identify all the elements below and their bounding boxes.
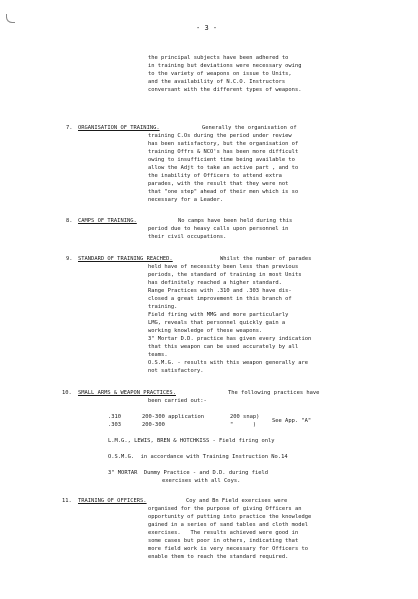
intro-line: in training but deviations were necessary owing	[148, 63, 302, 69]
practice-line: O.S.M.G. in accordance with Training Instruction No.14	[108, 454, 288, 460]
section-line: not satisfactory.	[148, 368, 204, 374]
section-line: the inability of Officers to attend extra	[148, 173, 282, 179]
intro-line: and the availability of N.C.O. Instructors	[148, 79, 286, 85]
section-line: Range Practices with .310 and .303 have dis-	[148, 288, 292, 294]
section-line: that this weapon can be used accurately by all	[148, 344, 299, 350]
section-line: O.S.M.G. - results with this weapon generally are	[148, 360, 309, 366]
section-line: teams.	[148, 352, 168, 358]
intro-line: the principal subjects have been adhered to	[148, 55, 289, 61]
punch-hole-mark	[6, 14, 15, 23]
practice-line: exercises with all Coys.	[162, 478, 241, 484]
section-number: 8.	[66, 218, 73, 224]
section-line: that "one step" ahead of their men which is so	[148, 189, 299, 195]
section-line: some cases but poor in others, indicating that	[148, 538, 299, 544]
section-number: 7.	[66, 125, 73, 131]
intro-line: to the variety of weapons on issue to Units,	[148, 71, 292, 77]
section-line: period due to heavy calls upon personnel in	[148, 226, 289, 232]
section-heading: TRAINING OF OFFICERS.	[78, 498, 147, 504]
section-line: their civil occupations.	[148, 234, 227, 240]
section-line: periods, the standard of training in most Units	[148, 272, 302, 278]
section-line: training C.Os during the period under review	[148, 133, 292, 139]
section-line: working knowledge of these weapons.	[148, 328, 263, 334]
section-line: exercises. The results achieved were good in	[148, 530, 299, 536]
section-number: 10.	[62, 390, 72, 396]
rifle-extra: 200 snap)	[230, 414, 260, 420]
rifle-calibre: .303	[108, 422, 122, 428]
section-line: 3" Mortar D.D. practice has given every indication	[148, 336, 312, 342]
section-first-line: No camps have been held during this	[178, 218, 293, 224]
section-first-line: Coy and Bn Field exercises were	[186, 498, 288, 504]
section-line: necessary for a Leader.	[148, 197, 224, 203]
section-line: training.	[148, 304, 178, 310]
section-line: closed a great improvement in this branch of	[148, 296, 292, 302]
section-heading: SMALL ARMS & WEAPON PRACTICES.	[78, 390, 176, 396]
section-line: has definitely reached a higher standard.	[148, 280, 282, 286]
intro-line: conversant with the different types of weapons.	[148, 87, 302, 93]
section-line: enable them to reach the standard required.	[148, 554, 289, 560]
rifle-range: 200-300 application	[142, 414, 205, 420]
practice-line: 3" MORTAR Dummy Practice - and D.D. during field	[108, 470, 269, 476]
section-first-line: Whilst the number of parades	[220, 256, 312, 262]
section-line: Field firing with MMG and more particularly	[148, 312, 289, 318]
section-line: has been satisfactory, but the organisation of	[148, 141, 299, 147]
section-heading: STANDARD OF TRAINING REACHED.	[78, 256, 173, 262]
section-line: training Offrs & NCO's has been more difficult	[148, 149, 299, 155]
rifle-range: 200-300	[142, 422, 165, 428]
section-line: allow the Adjt to take an active part , and to	[148, 165, 299, 171]
section-heading: ORGANISATION OF TRAINING.	[78, 125, 160, 131]
section-number: 11.	[62, 498, 72, 504]
page-number: - 3 -	[196, 24, 218, 32]
section-heading: CAMPS OF TRAINING.	[78, 218, 137, 224]
section-first-line: The following practices have	[228, 390, 320, 396]
practice-line: L.M.G., LEWIS, BREN & HOTCHKISS - Field firing only	[108, 438, 275, 444]
rifle-calibre: .310	[108, 414, 122, 420]
section-first-line: Generally the organisation of	[202, 125, 297, 131]
section-number: 9.	[66, 256, 73, 262]
section-line: LMG, reveals that personnel quickly gain a	[148, 320, 286, 326]
appendix-reference: See App. "A"	[272, 418, 312, 424]
section-line: opportunity of putting into practice the knowledge	[148, 514, 312, 520]
section-line: gained in a series of sand tables and cloth model	[148, 522, 309, 528]
section-line: been carried out:-	[148, 398, 207, 404]
rifle-extra: " )	[230, 422, 257, 428]
section-line: more field work is very necessary for Officers to	[148, 546, 309, 552]
section-line: owing to insufficient time being available to	[148, 157, 295, 163]
section-line: organised for the purpose of giving Officers an	[148, 506, 302, 512]
section-line: held have of necessity been less than previous	[148, 264, 299, 270]
section-line: parades, with the result that they were not	[148, 181, 289, 187]
